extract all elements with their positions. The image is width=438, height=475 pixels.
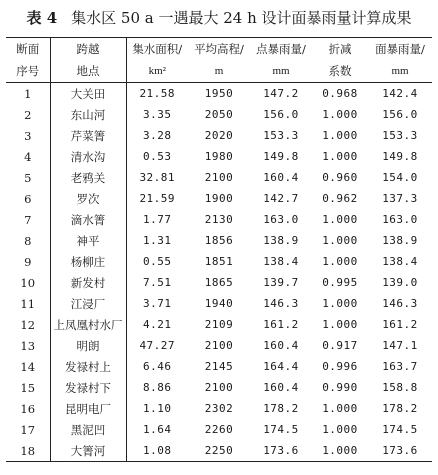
cell-reduction-factor: 0.917	[322, 339, 358, 352]
cell-catchment-area: 8.86	[126, 377, 188, 398]
cell-reduction-factor: 1.000	[322, 318, 358, 331]
table-row	[6, 335, 432, 356]
cell-location: 神平	[50, 230, 126, 251]
cell-location: 明朗	[50, 335, 126, 356]
cell-areal-rainfall: 163.7	[382, 360, 418, 373]
cell-location: 大箐河	[50, 440, 126, 462]
cell-section-no: 8	[24, 233, 32, 248]
cell-section-no: 5	[24, 170, 32, 185]
cell-mean-elevation: 2250	[188, 440, 250, 462]
cell-section-no: 9	[24, 254, 32, 269]
table-row	[6, 125, 432, 146]
cell-mean-elevation: 2100	[204, 171, 234, 184]
cell-reduction-factor: 1.000	[322, 108, 358, 121]
cell-reduction-factor: 0.990	[322, 381, 358, 394]
cell-catchment-area: 0.55	[126, 251, 188, 272]
cell-location: 发禄村下	[50, 377, 126, 398]
cell-point-rainfall: 149.8	[263, 150, 299, 163]
cell-areal-rainfall: 147.1	[382, 339, 418, 352]
cell-point-rainfall: 174.5	[263, 423, 299, 436]
cell-mean-elevation: 1940	[204, 297, 234, 310]
table-row	[6, 230, 432, 251]
table-row	[6, 398, 432, 419]
cell-reduction-factor: 0.960	[322, 171, 358, 184]
cell-catchment-area: 1.64	[126, 419, 188, 440]
table-row	[6, 293, 432, 314]
cell-areal-rainfall: 139.0	[382, 276, 418, 289]
header-location: 跨越	[50, 38, 126, 61]
cell-areal-rainfall: 154.0	[382, 171, 418, 184]
cell-areal-rainfall: 138.4	[382, 255, 418, 268]
cell-catchment-area: 0.53	[126, 146, 188, 167]
cell-location: 滴水箐	[50, 209, 126, 230]
header-areal-rainfall-unit: mm	[368, 60, 432, 83]
cell-catchment-area: 1.77	[126, 209, 188, 230]
cell-reduction-factor: 1.000	[322, 402, 358, 415]
table-number: 表 4	[26, 9, 58, 27]
cell-reduction-factor: 0.995	[322, 276, 358, 289]
cell-section-no: 17	[20, 422, 36, 437]
cell-catchment-area: 1.31	[126, 230, 188, 251]
cell-reduction-factor: 0.968	[322, 87, 358, 100]
cell-areal-rainfall: 158.8	[382, 381, 418, 394]
table-row	[6, 251, 432, 272]
cell-point-rainfall: 173.6	[250, 440, 312, 462]
cell-mean-elevation: 1865	[204, 276, 234, 289]
cell-reduction-factor: 1.000	[322, 423, 358, 436]
cell-areal-rainfall: 161.2	[382, 318, 418, 331]
cell-section-no: 16	[20, 401, 36, 416]
cell-areal-rainfall: 173.6	[368, 440, 432, 462]
cell-section-no: 7	[24, 212, 32, 227]
table-row	[6, 272, 432, 293]
cell-section-no: 14	[20, 359, 36, 374]
table-row	[6, 167, 432, 188]
cell-point-rainfall: 160.4	[263, 171, 299, 184]
cell-areal-rainfall: 174.5	[382, 423, 418, 436]
cell-catchment-area: 47.27	[126, 335, 188, 356]
cell-point-rainfall: 147.2	[263, 87, 299, 100]
header-row-2	[6, 60, 432, 83]
cell-areal-rainfall: 153.3	[382, 129, 418, 142]
cell-areal-rainfall: 146.3	[382, 297, 418, 310]
cell-location: 江浸厂	[50, 293, 126, 314]
header-point-rainfall: 点暴雨量/	[250, 38, 312, 61]
cell-mean-elevation: 2100	[204, 339, 234, 352]
table-row	[6, 314, 432, 335]
cell-point-rainfall: 146.3	[263, 297, 299, 310]
cell-location: 昆明电厂	[50, 398, 126, 419]
cell-location: 黑泥凹	[50, 419, 126, 440]
cell-catchment-area: 3.35	[126, 104, 188, 125]
cell-reduction-factor: 1.000	[322, 255, 358, 268]
table-row	[6, 356, 432, 377]
cell-mean-elevation: 2130	[204, 213, 234, 226]
header-reduction-factor-2: 系数	[312, 60, 368, 83]
cell-location: 上凤凰村水厂	[50, 314, 126, 335]
cell-point-rainfall: 163.0	[263, 213, 299, 226]
cell-location: 东山河	[50, 104, 126, 125]
header-area-unit: km²	[126, 60, 188, 83]
table-row	[6, 83, 432, 105]
cell-mean-elevation: 1851	[204, 255, 234, 268]
cell-location: 发禄村上	[50, 356, 126, 377]
cell-section-no: 2	[24, 107, 32, 122]
cell-point-rainfall: 160.4	[263, 381, 299, 394]
cell-point-rainfall: 178.2	[263, 402, 299, 415]
cell-areal-rainfall: 137.3	[382, 192, 418, 205]
cell-section-no: 18	[6, 440, 50, 462]
cell-mean-elevation: 1900	[204, 192, 234, 205]
cell-location: 罗次	[50, 188, 126, 209]
cell-point-rainfall: 138.9	[263, 234, 299, 247]
cell-mean-elevation: 2260	[204, 423, 234, 436]
rainfall-table	[6, 37, 432, 462]
table-header	[6, 38, 432, 83]
table-row	[6, 146, 432, 167]
cell-point-rainfall: 138.4	[263, 255, 299, 268]
cell-areal-rainfall: 163.0	[382, 213, 418, 226]
cell-areal-rainfall: 149.8	[382, 150, 418, 163]
cell-catchment-area: 32.81	[126, 167, 188, 188]
cell-catchment-area: 4.21	[126, 314, 188, 335]
cell-section-no: 4	[24, 149, 32, 164]
cell-catchment-area: 21.59	[126, 188, 188, 209]
cell-catchment-area: 3.71	[126, 293, 188, 314]
cell-location: 大关田	[50, 83, 126, 105]
cell-areal-rainfall: 156.0	[382, 108, 418, 121]
cell-catchment-area: 3.28	[126, 125, 188, 146]
cell-reduction-factor: 0.962	[322, 192, 358, 205]
header-location-2: 地点	[50, 60, 126, 83]
cell-section-no: 13	[20, 338, 36, 353]
table-row	[6, 188, 432, 209]
table-title: 集水区 50 a 一遇最大 24 h 设计面暴雨量计算成果	[71, 9, 412, 27]
cell-location: 芹菜箐	[50, 125, 126, 146]
cell-location: 老鸦关	[50, 167, 126, 188]
cell-mean-elevation: 2050	[204, 108, 234, 121]
cell-section-no: 1	[24, 86, 32, 101]
cell-catchment-area: 21.58	[126, 83, 188, 105]
cell-section-no: 15	[20, 380, 36, 395]
table-row	[6, 104, 432, 125]
cell-areal-rainfall: 178.2	[382, 402, 418, 415]
cell-point-rainfall: 161.2	[263, 318, 299, 331]
cell-mean-elevation: 2020	[204, 129, 234, 142]
cell-mean-elevation: 1856	[204, 234, 234, 247]
cell-reduction-factor: 1.000	[322, 129, 358, 142]
table-row	[6, 440, 432, 462]
header-reduction-factor: 折减	[312, 38, 368, 61]
cell-reduction-factor: 1.000	[312, 440, 368, 462]
cell-section-no: 11	[20, 296, 36, 311]
cell-point-rainfall: 139.7	[263, 276, 299, 289]
cell-areal-rainfall: 138.9	[382, 234, 418, 247]
cell-point-rainfall: 156.0	[263, 108, 299, 121]
cell-mean-elevation: 1980	[204, 150, 234, 163]
cell-section-no: 6	[24, 191, 32, 206]
header-catchment-area: 集水面积/	[126, 38, 188, 61]
cell-mean-elevation: 2145	[204, 360, 234, 373]
cell-location: 新发村	[50, 272, 126, 293]
cell-catchment-area: 1.10	[126, 398, 188, 419]
cell-areal-rainfall: 142.4	[382, 87, 418, 100]
header-mean-elevation: 平均高程/	[188, 38, 250, 61]
cell-location: 杨柳庄	[50, 251, 126, 272]
cell-reduction-factor: 1.000	[322, 234, 358, 247]
cell-reduction-factor: 0.996	[322, 360, 358, 373]
cell-mean-elevation: 2109	[204, 318, 234, 331]
cell-point-rainfall: 160.4	[263, 339, 299, 352]
header-section-no-2: 序号	[6, 60, 50, 83]
cell-catchment-area: 6.46	[126, 356, 188, 377]
cell-mean-elevation: 2100	[204, 381, 234, 394]
cell-section-no: 3	[24, 128, 32, 143]
header-row-1	[6, 38, 432, 61]
cell-location: 清水沟	[50, 146, 126, 167]
cell-reduction-factor: 1.000	[322, 297, 358, 310]
cell-point-rainfall: 164.4	[263, 360, 299, 373]
cell-section-no: 10	[20, 275, 36, 290]
cell-catchment-area: 1.08	[126, 440, 188, 462]
table-body	[6, 83, 432, 462]
header-elevation-unit: m	[188, 60, 250, 83]
cell-point-rainfall: 153.3	[263, 129, 299, 142]
table-row	[6, 419, 432, 440]
cell-point-rainfall: 142.7	[263, 192, 299, 205]
header-point-rainfall-unit: mm	[250, 60, 312, 83]
cell-mean-elevation: 1950	[204, 87, 234, 100]
header-section-no: 断面	[6, 38, 50, 61]
table-row	[6, 377, 432, 398]
cell-mean-elevation: 2302	[204, 402, 234, 415]
cell-reduction-factor: 1.000	[322, 150, 358, 163]
table-caption	[0, 6, 438, 30]
cell-catchment-area: 7.51	[126, 272, 188, 293]
header-areal-rainfall: 面暴雨量/	[368, 38, 432, 61]
table-row	[6, 209, 432, 230]
cell-section-no: 12	[20, 317, 36, 332]
cell-reduction-factor: 1.000	[322, 213, 358, 226]
